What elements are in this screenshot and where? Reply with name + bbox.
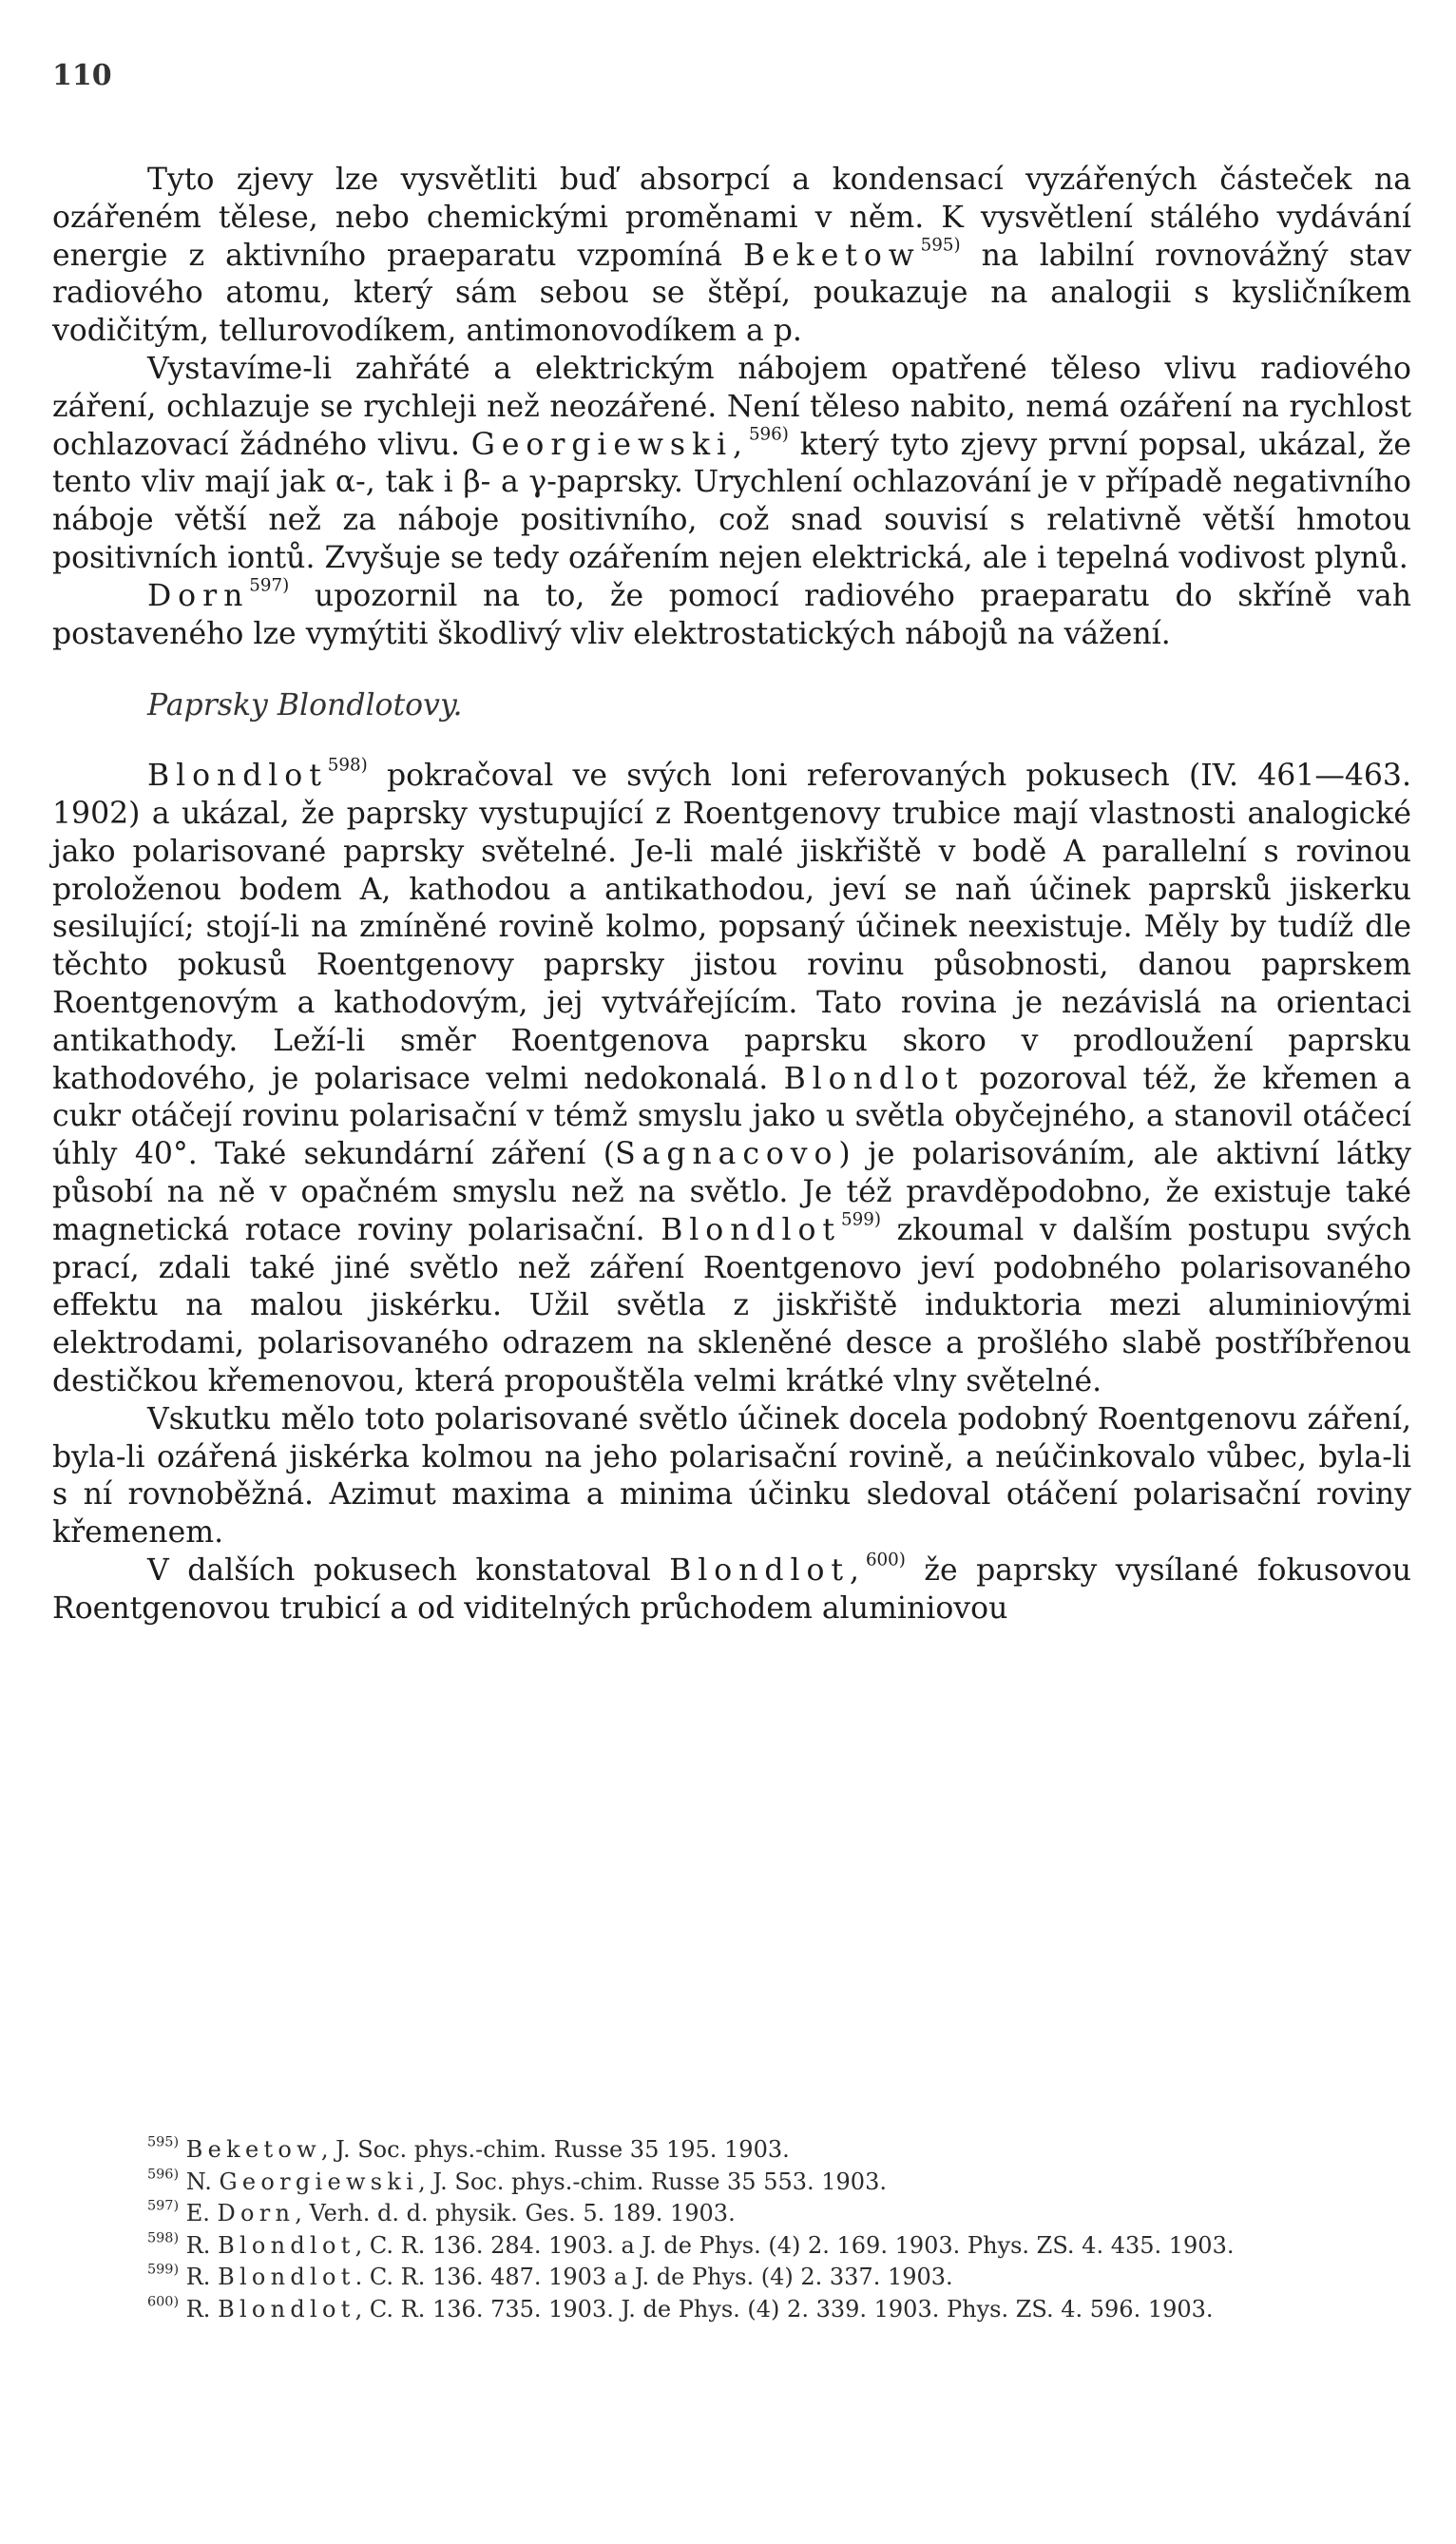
paragraph xyxy=(52,1401,1411,1552)
text-run: že paprsky vysílané fokusovou Roentgenovou trubicí a od viditelných průchodem aluminiovou xyxy=(52,1552,1411,1626)
author-name: Blondlot xyxy=(218,2231,355,2259)
author-name: Dorn xyxy=(217,2200,296,2227)
paragraph xyxy=(52,351,1411,578)
author-name: Blondlot, xyxy=(669,1552,866,1588)
footnotes xyxy=(52,2134,1411,2326)
text-run: R. xyxy=(179,2264,219,2291)
text-run: upozornil na to, že pomocí radiového praeparatu do skříně vah postaveného lze vymýtiti škodlivý vliv elektrostatických nábojů na vážení. xyxy=(52,578,1411,651)
text-block-2 xyxy=(52,755,1411,1628)
author-name: Blondlot xyxy=(218,2264,355,2291)
text-run: , C. R. 136. 735. 1903. J. de Phys. (4) 2. 339. 1903. Phys. ZS. 4. 596. 1903. xyxy=(354,2295,1214,2322)
page-number: 110 xyxy=(52,59,112,92)
text-run: R. xyxy=(179,2231,219,2259)
footnote-ref: 596) xyxy=(748,424,789,445)
author-name: Sagnacovo xyxy=(615,1137,839,1172)
main-text xyxy=(52,162,1411,1628)
text-run: ) je polarisováním, ale aktivní látky působí na ně v opačném smyslu než na světlo. Je též pravděpodobno, že existuje také magnetická rotace roviny polarisační. xyxy=(52,1137,1411,1247)
footnote xyxy=(52,2230,1411,2263)
text-run: pokračoval ve svých loni referovaných pokusech (IV. 461—463. 1902) a ukázal, že paprsky vystupující z Roentgenovy trubice mají vlastnosti analogické jako polarisované paprsky světelné. Je-li malé jiskřiště v bodě A parallelní s rovinou proloženou bodem A, kathodou a antikathodou, jeví se naň účinek paprsků jiskerku sesilující; stojí-li na zmíněné rovině kolmo, popsaný účinek neexistuje. Měly by tudíž dle těchto pokusů Roentgenovy paprsky jistou rovinu působnosti, danou paprskem Roentgenovým a kathodovým, jej vytvářejícím. Tato rovina je nezávislá na orientaci antikathody. Leží-li směr Roentgenova paprsku skoro v prodloužení paprsku kathodového, je polarisace velmi nedokonalá. xyxy=(52,759,1411,1096)
author-name: Blondlot xyxy=(147,759,328,794)
text-run: Tyto zjevy lze vysvětliti buď absorpcí a kondensací vyzářených částeček na ozářeném tělese, nebo chemickými proměnami v něm. K vysvětlení stálého vydávání energie z aktivního praeparatu vzpomíná xyxy=(52,163,1411,273)
footnote xyxy=(52,2167,1411,2199)
footnote-ref: 600) xyxy=(147,2294,180,2310)
author-name: Blondlot xyxy=(783,1061,965,1096)
text-run: , J. Soc. phys.-chim. Russe 35 195. 1903. xyxy=(320,2136,790,2163)
author-name: Georgiewski xyxy=(219,2168,419,2195)
text-run: který tyto zjevy první popsal, ukázal, že tento vliv mají jak α-, tak i β- a γ-paprsky. Urychlení ochlazování je v případě negativního náboje větší než za náboje positivního, což snad souvisí s relativně větší hmotou positivních iontů. Zvyšuje se tedy ozářením nejen elektrická, ale i tepelná vodivost plynů. xyxy=(52,427,1411,575)
paragraph xyxy=(52,162,1411,351)
text-run: , Verh. d. d. physik. Ges. 5. 189. 1903. xyxy=(295,2200,736,2227)
text-run: . C. R. 136. 487. 1903 a J. de Phys. (4) 2. 337. 1903. xyxy=(354,2264,953,2291)
footnote xyxy=(52,2198,1411,2230)
footnote-ref: 595) xyxy=(147,2134,180,2150)
footnote-ref: 595) xyxy=(920,235,961,256)
text-run: Vskutku mělo toto polarisované světlo účinek docela podobný Roentgenovu záření, byla-li ozářená jiskérka kolmou na jeho polarisační rovině, a neúčinkovalo vůbec, byla-li s ní rovnoběžná. Azimut maxima a minima účinku sledoval otáčení polarisační roviny křemenem. xyxy=(52,1401,1411,1551)
footnote-ref: 598) xyxy=(147,2230,180,2246)
text-run: E. xyxy=(179,2200,218,2227)
author-name: Georgiewski, xyxy=(470,427,749,462)
text-run: R. xyxy=(179,2295,219,2322)
section-heading: Paprsky Blondlotovy. xyxy=(147,688,463,723)
footnote-ref: 597) xyxy=(147,2198,180,2214)
text-run: , J. Soc. phys.-chim. Russe 35 553. 1903. xyxy=(418,2168,887,2195)
text-run: V dalších pokusech konstatoval xyxy=(147,1552,670,1588)
text-run: N. xyxy=(179,2168,220,2195)
text-block-1 xyxy=(52,162,1411,653)
paragraph xyxy=(52,1552,1411,1629)
footnote xyxy=(52,2294,1411,2326)
footnote-ref: 599) xyxy=(147,2262,180,2278)
footnote-ref: 597) xyxy=(249,575,290,596)
text-run xyxy=(179,2136,186,2163)
paragraph xyxy=(52,755,1411,1401)
text-run: pozoroval též, že křemen a cukr otáčejí rovinu polarisační v témž smyslu jako u světla obyčejného, a stanovil otáčecí úhly 40°. Také sekundární záření ( xyxy=(52,1061,1411,1172)
footnote-ref: 599) xyxy=(841,1209,881,1230)
text-run: Vystavíme-li zahřáté a elektrickým nábojem opatřené těleso vlivu radiového záření, ochlazuje se rychleji než neozářené. Není těleso nabito, nemá ozáření na rychlost ochlazovací žádného vlivu. xyxy=(52,351,1411,462)
text-run: zkoumal v dalším postupu svých prací, zdali také jiné světlo než záření Roentgenovo jeví podobného polarisovaného effektu na malou jiskérku. Užil světla z jiskřiště induktoria mezi aluminiovými elektrodami, polarisovaného odrazem na skleněné desce a prošlého slabě postříbřenou destičkou křemenovou, která propouštěla velmi krátké vlny světelné. xyxy=(52,1212,1411,1398)
author-name: Blondlot xyxy=(218,2295,355,2322)
footnote xyxy=(52,2262,1411,2294)
author-name: Blondlot xyxy=(661,1212,841,1247)
author-name: Beketow xyxy=(185,2136,321,2163)
text-run: , C. R. 136. 284. 1903. a J. de Phys. (4) 2. 169. 1903. Phys. ZS. 4. 435. 1903. xyxy=(354,2231,1235,2259)
footnote-ref: 598) xyxy=(327,755,368,776)
footnote-ref: 596) xyxy=(147,2167,180,2183)
author-name: Beketow xyxy=(743,238,921,273)
paragraph xyxy=(52,575,1411,654)
footnote-ref: 600) xyxy=(865,1550,906,1571)
text-run: na labilní rovnovážný stav radiového atomu, který sám sebou se štěpí, poukazuje na analogii s kysličníkem vodičitým, tellurovodíkem, antimonovodíkem a p. xyxy=(52,238,1411,349)
footnote xyxy=(52,2134,1411,2167)
author-name: Dorn xyxy=(147,578,250,613)
